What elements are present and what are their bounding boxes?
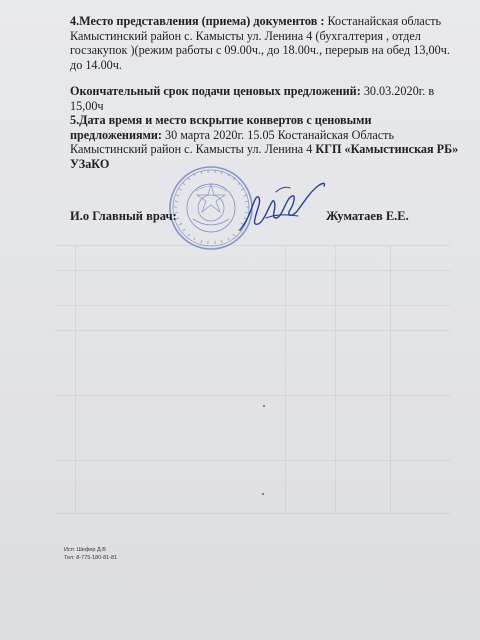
section-5-heading: 5.Дата время и место вскрытие конвертов с ценовыми предложениями:	[70, 113, 372, 142]
section-5-text: 30 марта 2020г. 15.05 Костанайская Область Камыстинский район с. Камысты ул. Ленина 4	[70, 127, 395, 157]
section-4-heading: 4.Место представления (приема) документов :	[70, 14, 325, 28]
signatory-name: Жуматаев Е.Е.	[326, 209, 409, 223]
organization-name: КГП «Камыстинская РБ» УЗаКО	[70, 142, 459, 171]
section-4-paragraph	[70, 14, 460, 72]
signatory-position: И.о Главный врач:	[70, 209, 177, 223]
paper-speck	[262, 493, 264, 495]
deadline-label: Окончательный срок подачи ценовых предложений:	[70, 84, 361, 98]
handwritten-signature-icon	[236, 174, 328, 238]
deadline-text: 30.03.2020г. в 15,00ч	[70, 84, 435, 113]
section-4-text: Костанайская область Камыстинский район с. Камысты ул. Ленина 4 (бухгалтерия , отдел госзакупок )(режим работы с 09.00ч., до 18.00ч., перерыв на обед 13,00ч. до 14.00ч.	[70, 14, 450, 72]
show-through-table	[55, 245, 450, 515]
executor-phone: Тел: 8-775-180-81-81	[64, 555, 118, 561]
paper-speck	[263, 405, 265, 407]
deadline-paragraph	[70, 84, 460, 113]
executor-contact: Исп: Шефер Д.В	[64, 547, 106, 553]
section-5-paragraph	[70, 113, 460, 171]
